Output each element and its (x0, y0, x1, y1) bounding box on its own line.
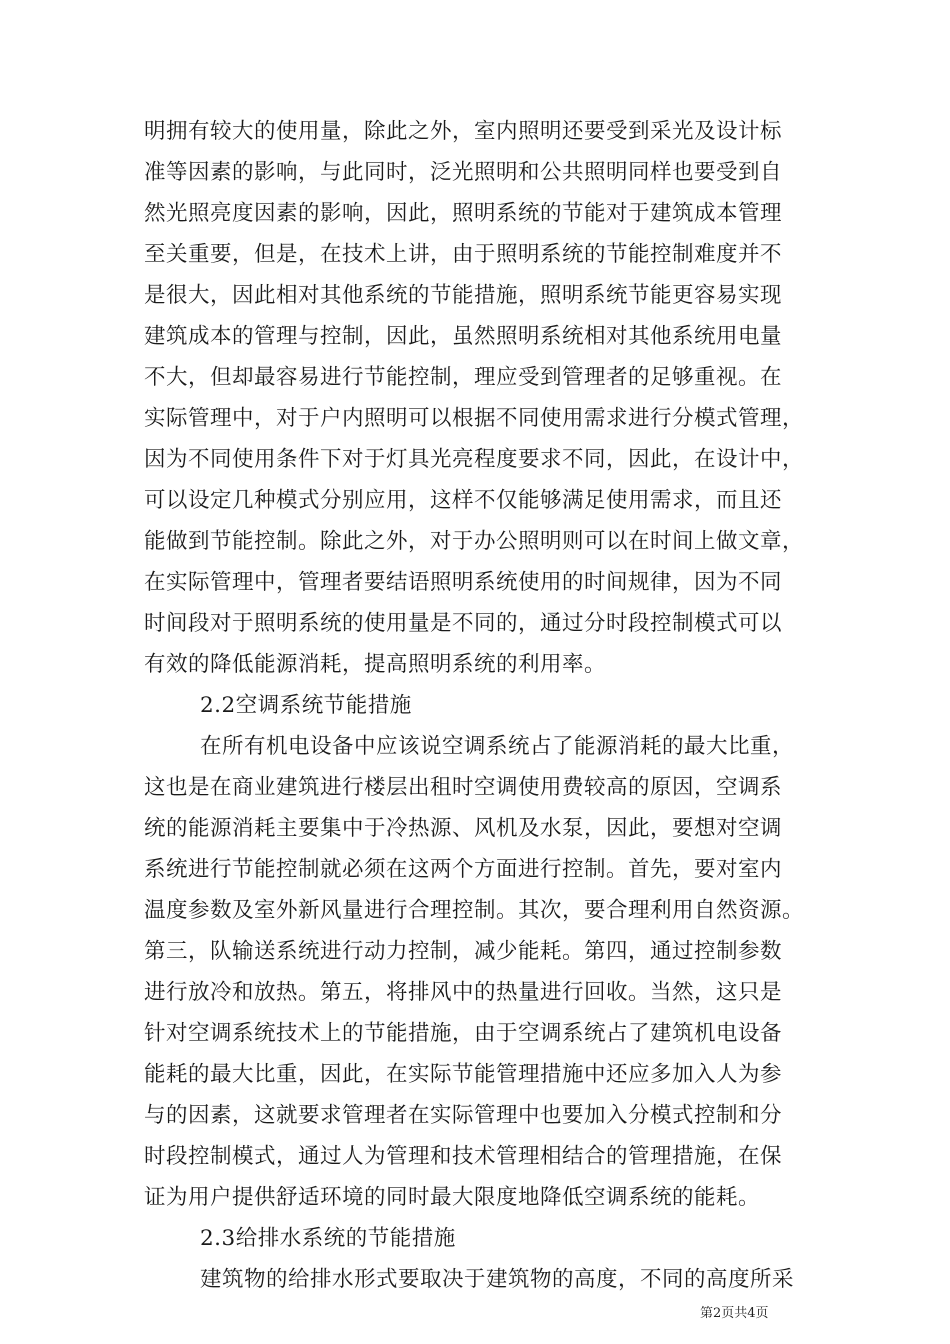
body-text-line: 建筑成本的管理与控制，因此，虽然照明系统相对其他系统用电量 (144, 324, 783, 349)
body-text-line: 实际管理中，对于户内照明可以根据不同使用需求进行分模式管理， (144, 406, 805, 431)
section-heading: 2.2空调系统节能措施 (200, 693, 412, 718)
body-text-line: 在实际管理中，管理者要结语照明系统使用的时间规律，因为不同 (144, 570, 783, 595)
body-text-line: 第三，队输送系统进行动力控制，减少能耗。第四，通过控制参数 (144, 939, 783, 964)
body-text-line: 至关重要，但是，在技术上讲，由于照明系统的节能控制难度并不 (144, 242, 783, 267)
body-text-line: 准等因素的影响，与此同时，泛光照明和公共照明同样也要受到自 (144, 160, 783, 185)
body-text-line: 明拥有较大的使用量，除此之外，室内照明还要受到采光及设计标 (144, 119, 783, 144)
body-text-line: 温度参数及室外新风量进行合理控制。其次，要合理利用自然资源。 (144, 898, 805, 923)
body-text-line: 这也是在商业建筑进行楼层出租时空调使用费较高的原因，空调系 (144, 775, 783, 800)
body-text-line: 能做到节能控制。除此之外，对于办公照明则可以在时间上做文章， (144, 529, 805, 554)
body-text-line: 能耗的最大比重，因此，在实际节能管理措施中还应多加入人为参 (144, 1062, 783, 1087)
body-text-line: 时间段对于照明系统的使用量是不同的，通过分时段控制模式可以 (144, 611, 783, 636)
body-text-line: 建筑物的给排水形式要取决于建筑物的高度，不同的高度所采 (200, 1267, 795, 1292)
body-text-line: 证为用户提供舒适环境的同时最大限度地降低空调系统的能耗。 (144, 1185, 761, 1210)
body-text-line: 针对空调系统技术上的节能措施，由于空调系统占了建筑机电设备 (144, 1021, 783, 1046)
body-text-line: 在所有机电设备中应该说空调系统占了能源消耗的最大比重， (200, 734, 795, 759)
body-text-line: 统的能源消耗主要集中于冷热源、风机及水泵，因此，要想对空调 (144, 816, 783, 841)
body-text-line: 时段控制模式，通过人为管理和技术管理相结合的管理措施，在保 (144, 1144, 783, 1169)
body-text-line: 有效的降低能源消耗，提高照明系统的利用率。 (144, 652, 607, 677)
body-text-line: 进行放冷和放热。第五，将排风中的热量进行回收。当然，这只是 (144, 980, 783, 1005)
body-text-line: 然光照亮度因素的影响，因此，照明系统的节能对于建筑成本管理 (144, 201, 783, 226)
section-heading: 2.3给排水系统的节能措施 (200, 1226, 456, 1251)
body-text-line: 与的因素，这就要求管理者在实际管理中也要加入分模式控制和分 (144, 1103, 783, 1128)
page-number: 第2页共4页 (700, 1306, 769, 1321)
body-text-line: 是很大，因此相对其他系统的节能措施，照明系统节能更容易实现 (144, 283, 783, 308)
body-text-line: 可以设定几种模式分别应用，这样不仅能够满足使用需求，而且还 (144, 488, 783, 513)
body-text-line: 系统进行节能控制就必须在这两个方面进行控制。首先，要对室内 (144, 857, 783, 882)
body-text-line: 不大，但却最容易进行节能控制，理应受到管理者的足够重视。在 (144, 365, 783, 390)
body-text-line: 因为不同使用条件下对于灯具光亮程度要求不同，因此，在设计中， (144, 447, 805, 472)
